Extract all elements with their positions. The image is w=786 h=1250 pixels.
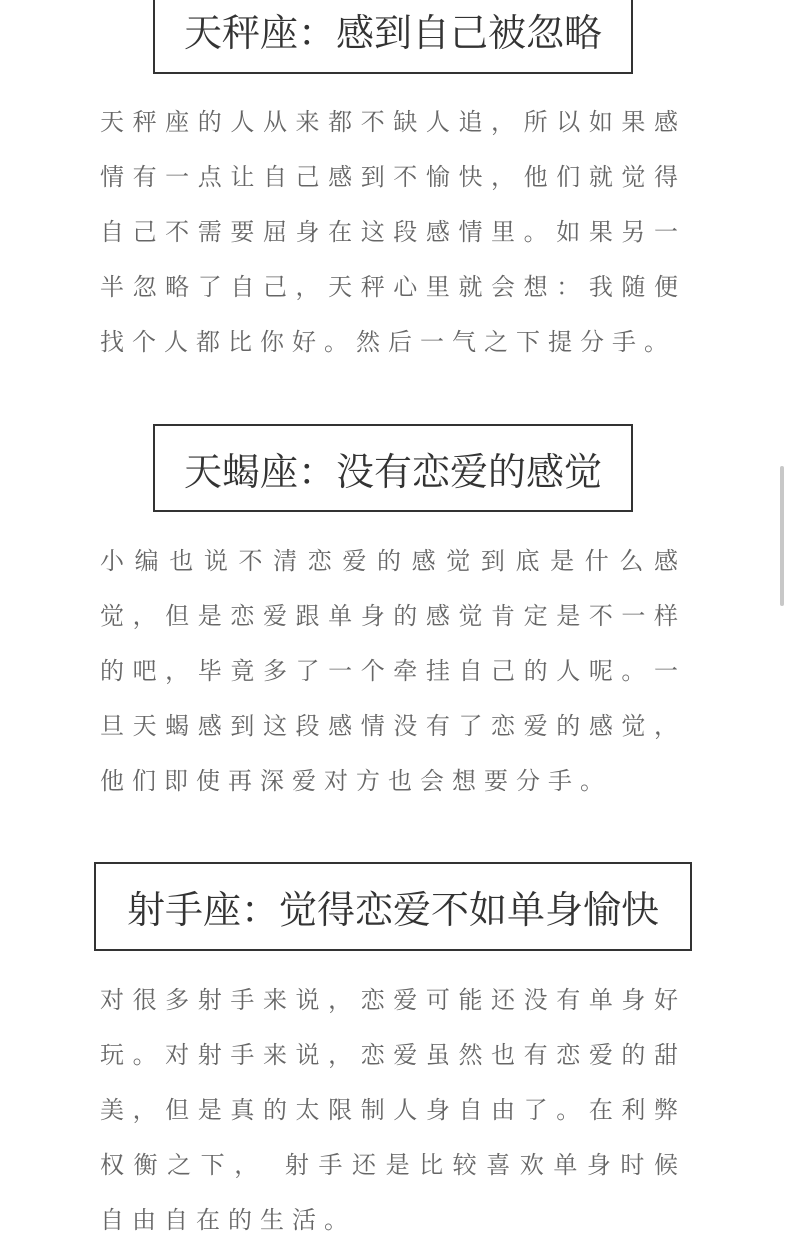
scrollbar-thumb[interactable] <box>780 466 784 606</box>
section-body-sagittarius: 对很多射手来说，恋爱可能还没有单身好玩。对射手来说，恋爱虽然也有恋爱的甜美，但是真的太限制人身自由了。在利弊权衡之下， 射手还是比较喜欢单身时候自由自在的生活。 <box>100 986 686 1234</box>
section-title-sagittarius-text: 射手座：觉得恋爱不如单身愉快 <box>126 888 659 932</box>
section-body-scorpio: 小编也说不清恋爱的感觉到底是什么感觉，但是恋爱跟单身的感觉肯定是不一样的吧，毕竟多了一个牵挂自己的人呢。一旦天蝎感到这段感情没有了恋爱的感觉，他们即使再深爱对方也会想要分手。 <box>100 547 686 795</box>
section-title-scorpio <box>153 424 633 512</box>
section-body-libra: 天秤座的人从来都不缺人追，所以如果感情有一点让自己感到不愉快，他们就觉得自己不需要屈身在这段感情里。如果另一半忽略了自己，天秤心里就会想：我随便找个人都比你好。然后一气之下提分手。 <box>100 108 686 356</box>
section-title-sagittarius <box>94 862 692 951</box>
section-title-libra <box>153 0 633 74</box>
section-title-libra-text: 天秤座：感到自己被忽略 <box>183 10 602 55</box>
section-title-scorpio-text: 天蝎座：没有恋爱的感觉 <box>183 449 602 494</box>
